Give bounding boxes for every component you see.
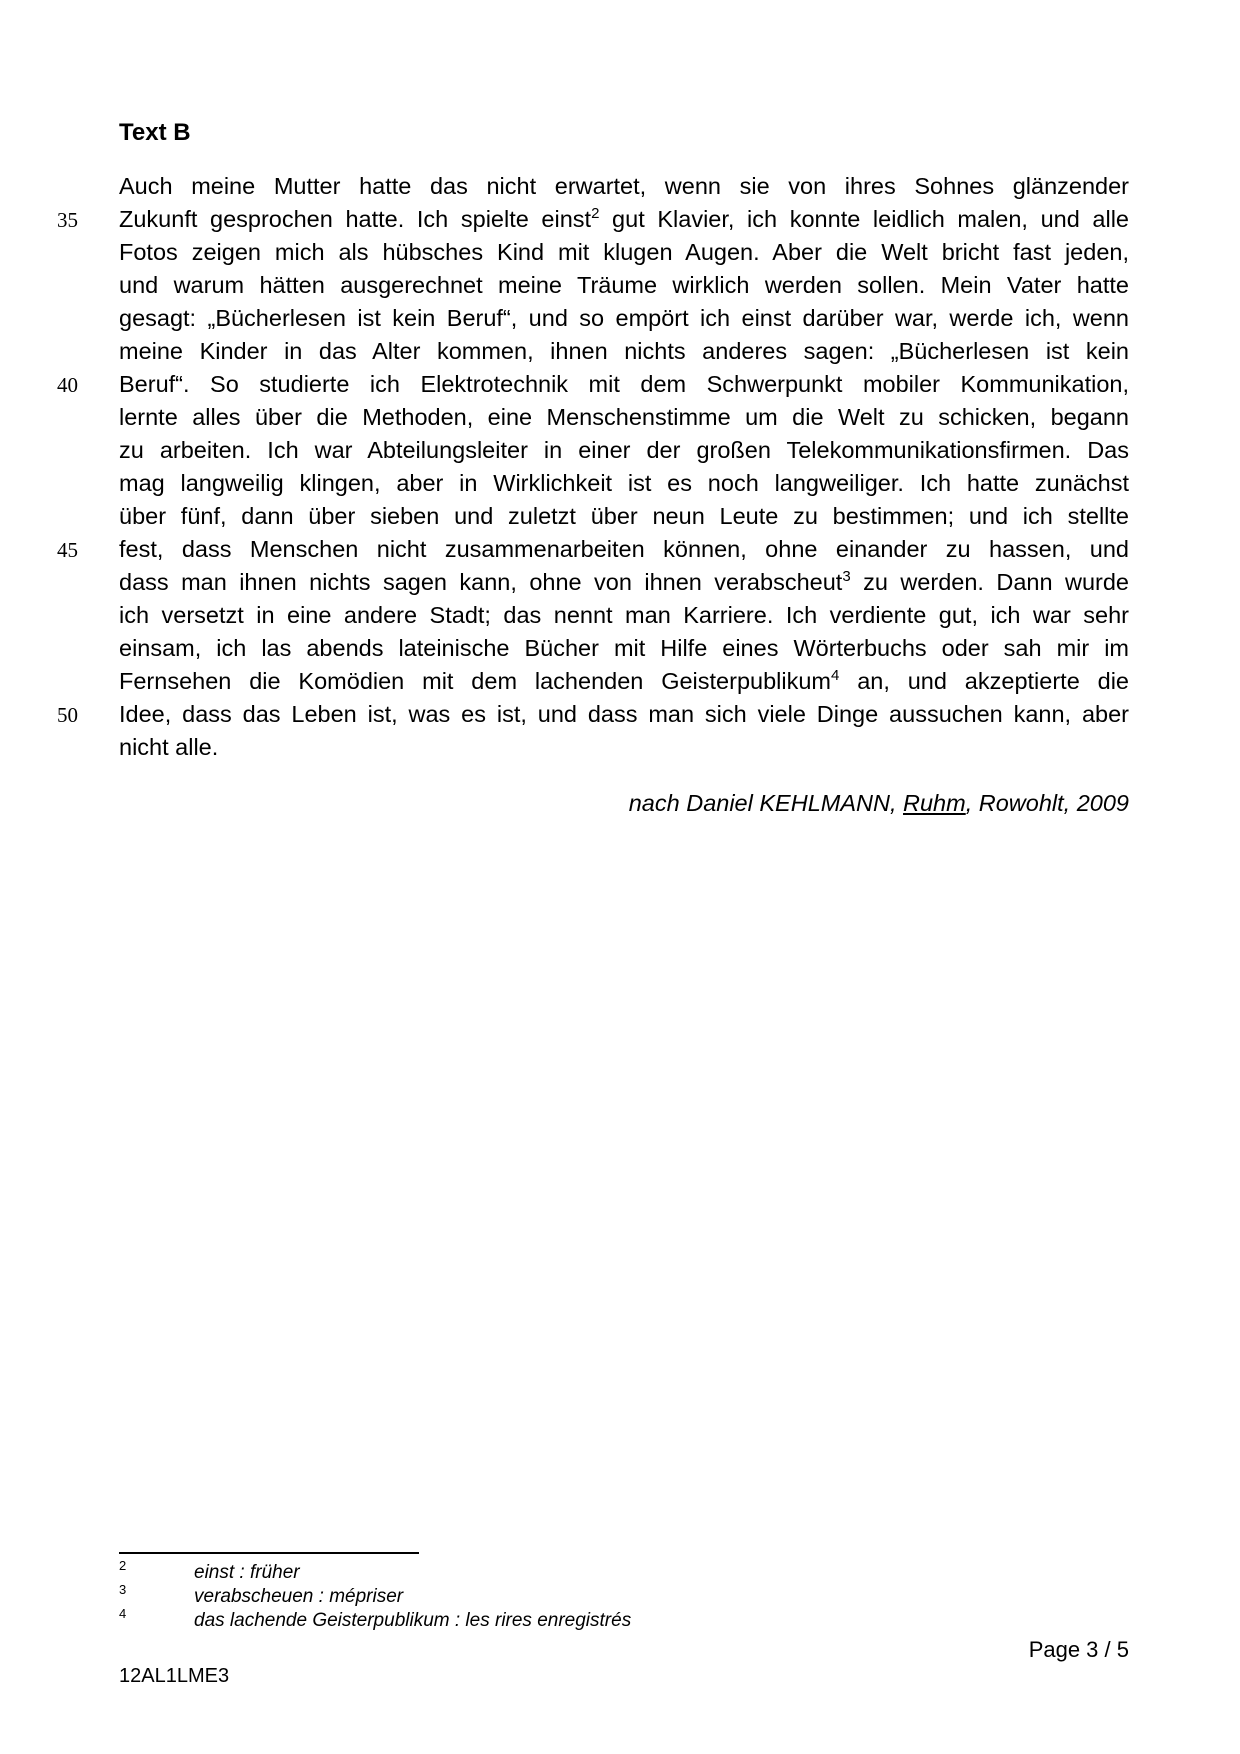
text-line <box>119 566 1129 599</box>
text-line <box>119 665 1129 698</box>
footnote-mark: 2 <box>119 1558 127 1573</box>
footnote-ref: 4 <box>831 667 840 684</box>
text-line <box>119 236 1129 269</box>
footnote <box>119 1582 919 1606</box>
footnote <box>119 1606 919 1630</box>
text-line <box>119 434 1129 467</box>
text-line <box>119 632 1129 665</box>
footnotes <box>119 1558 919 1630</box>
line-segment: Fernsehen die Komödien mit dem lachenden Geisterpublikum <box>119 668 831 694</box>
text-line <box>119 731 1129 764</box>
source-citation <box>629 790 1129 817</box>
line-text <box>119 203 1129 236</box>
footnote-text: das lachende Geisterpublikum : les rires enregistrés <box>194 1610 632 1631</box>
line-text: meine Kinder in das Alter kommen, ihnen nichts anderes sagen: „Bücherlesen ist kein <box>119 338 1129 364</box>
line-segment: gut Klavier, ich konnte leidlich malen, und alle <box>599 206 1129 232</box>
line-text: ich versetzt in eine andere Stadt; das nennt man Karriere. Ich verdiente gut, ich war sehr <box>119 602 1129 628</box>
source-title: Ruhm <box>903 790 966 816</box>
line-text: über fünf, dann über sieben und zuletzt über neun Leute zu bestimmen; und ich stellte <box>119 503 1129 529</box>
line-number: 50 <box>57 703 78 727</box>
text-line <box>119 335 1129 368</box>
text-line <box>119 599 1129 632</box>
line-text: einsam, ich las abends lateinische Bücher mit Hilfe eines Wörterbuchs oder sah mir im <box>119 635 1129 661</box>
line-segment: an, und akzeptierte die <box>839 668 1129 694</box>
footnote-mark: 4 <box>119 1606 127 1621</box>
line-text: Beruf“. So studierte ich Elektrotechnik mit dem Schwerpunkt mobiler Kommunikation, <box>119 371 1129 397</box>
text-line <box>119 302 1129 335</box>
text-line <box>57 533 1129 566</box>
line-segment: Zukunft gesprochen hatte. Ich spielte einst <box>119 206 592 232</box>
main-text <box>57 170 1129 764</box>
line-text: gesagt: „Bücherlesen ist kein Beruf“, und so empört ich einst darüber war, werde ich, wenn <box>119 305 1129 331</box>
text-line <box>57 368 1129 401</box>
text-line <box>119 500 1129 533</box>
footnote-mark: 3 <box>119 1582 127 1597</box>
text-heading: Text B <box>119 119 191 146</box>
line-text: mag langweilig klingen, aber in Wirklichkeit ist es noch langweiliger. Ich hatte zunächst <box>119 470 1129 496</box>
line-text: lernte alles über die Methoden, eine Menschenstimme um die Welt zu schicken, begann <box>119 404 1129 430</box>
text-line <box>57 203 1129 236</box>
line-text: und warum hätten ausgerechnet meine Träume wirklich werden sollen. Mein Vater hatte <box>119 272 1129 298</box>
line-segment: zu werden. Dann wurde <box>850 569 1129 595</box>
line-text: nicht alle. <box>119 734 219 760</box>
line-number: 40 <box>57 373 78 397</box>
line-text <box>119 566 1129 599</box>
source-suffix: , Rowohlt, 2009 <box>965 790 1129 816</box>
line-segment: dass man ihnen nichts sagen kann, ohne von ihnen verabscheut <box>119 569 843 595</box>
text-line <box>119 401 1129 434</box>
text-line <box>119 467 1129 500</box>
footnote-text: verabscheuen : mépriser <box>194 1586 404 1607</box>
source-prefix: nach Daniel KEHLMANN, <box>628 790 904 816</box>
footnote-text: einst : früher <box>194 1562 300 1583</box>
text-line <box>119 170 1129 203</box>
footnote-divider <box>119 1552 419 1554</box>
line-text: zu arbeiten. Ich war Abteilungsleiter in einer der großen Telekommunikationsfirmen. Das <box>119 437 1129 463</box>
text-line <box>57 698 1129 731</box>
line-number: 35 <box>57 208 78 232</box>
line-text <box>119 665 1129 698</box>
line-number: 45 <box>57 538 78 562</box>
footnote-ref: 2 <box>591 205 600 222</box>
line-text: fest, dass Menschen nicht zusammenarbeiten können, ohne einander zu hassen, und <box>119 536 1129 562</box>
line-text: Idee, dass das Leben ist, was es ist, und dass man sich viele Dinge aussuchen kann, aber <box>119 701 1129 727</box>
line-text: Fotos zeigen mich als hübsches Kind mit klugen Augen. Aber die Welt bricht fast jeden, <box>119 239 1129 265</box>
footnote-ref: 3 <box>842 568 851 585</box>
page-number: Page 3 / 5 <box>1028 1637 1129 1662</box>
line-text: Auch meine Mutter hatte das nicht erwartet, wenn sie von ihres Sohnes glänzender <box>119 173 1129 199</box>
text-line <box>119 269 1129 302</box>
footnote <box>119 1558 919 1582</box>
document-code: 12AL1LME3 <box>119 1665 230 1687</box>
